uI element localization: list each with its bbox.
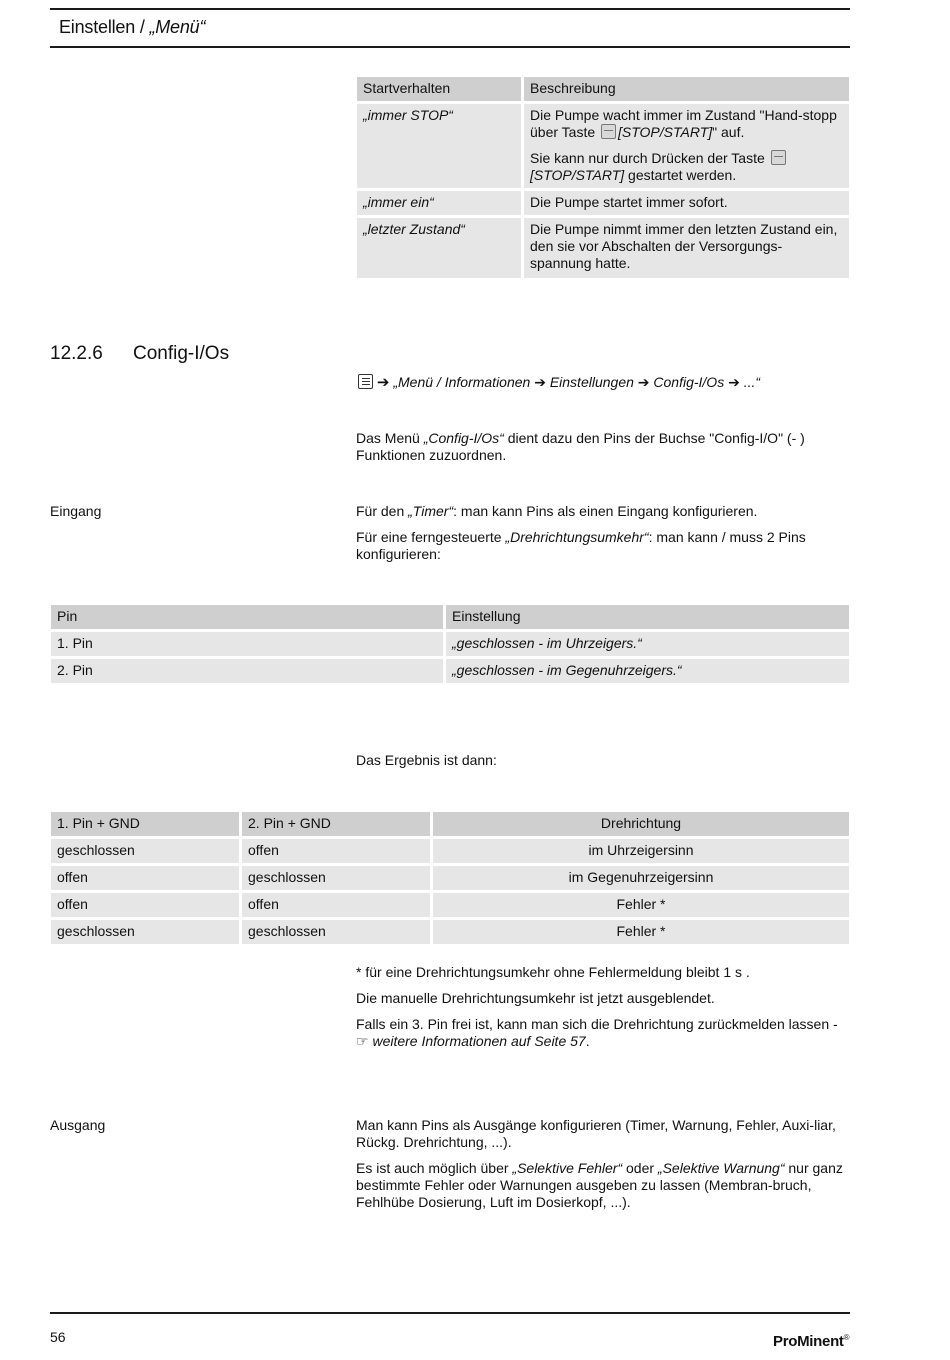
description-text: Die Pumpe startet immer sofort.: [524, 191, 849, 215]
header-bottom-rule: [50, 46, 850, 48]
section-number: 12.2.6: [50, 343, 103, 364]
result-intro: Das Ergebnis ist dann:: [356, 752, 497, 768]
table-header: Einstellung: [446, 605, 849, 629]
stop-start-key-icon: [771, 150, 786, 165]
page-reference-link[interactable]: weitere Informationen auf Seite 57: [368, 1033, 586, 1049]
menu-list-icon: [358, 374, 373, 389]
description-text: Die Pumpe nimmt immer den letzten Zustand ein, den sie vor Abschalten der Versorgungs-spannung hatte.: [524, 218, 849, 278]
table-header: Startverhalten: [357, 77, 521, 101]
note-text: Falls ein 3. Pin frei ist, kann man sich die Drehrichtung zurückmelden lassen - ☞ weitere Informationen auf Seite 57.: [356, 1016, 838, 1049]
table-header: Pin: [51, 605, 443, 629]
result-notes: [356, 964, 852, 1050]
ausgang-text: Man kann Pins als Ausgänge konfigurieren (Timer, Warnung, Fehler, Auxi-liar, Rückg. Drehrichtung, ...). Es ist auch möglich über „Selektive Fehler“ oder „Selektive Warnung“ nur ganz bestimmte Fehler oder Warnungen ausgeben zu lassen (Membran-bruch, Fehlhübe Dosierung, Luft im Dosierkopf, ...).: [356, 1117, 843, 1210]
note-text: Die manuelle Drehrichtungsumkehr ist jetzt ausgeblendet.: [356, 990, 715, 1006]
reference-hand-icon: ☞: [356, 1033, 369, 1049]
mode-name: „letzter Zustand“: [363, 221, 465, 237]
table-header: 1. Pin + GND: [51, 812, 239, 836]
description-text: Die Pumpe wacht immer im Zustand "Hand-stopp über Taste [STOP/START]" auf.: [530, 107, 837, 140]
eingang-text: Für den „Timer“: man kann Pins als einen Eingang konfigurieren. Für eine ferngesteuerte „Drehrichtungsumkehr“: man kann / muss 2 Pins konfigurieren:: [356, 503, 806, 562]
pin-table: [48, 602, 852, 686]
mode-name: „immer STOP“: [363, 107, 453, 123]
table-row: [357, 191, 849, 215]
result-table: [48, 809, 852, 947]
start-behaviour-table: [354, 74, 852, 281]
section-title: Config-I/Os: [133, 343, 230, 364]
table-row: geschlossen offen im Uhrzeigersinn: [51, 839, 849, 863]
table-header: Drehrichtung: [433, 812, 849, 836]
header-top-rule: [50, 8, 850, 10]
footer-rule: [50, 1312, 850, 1314]
table-row: offen geschlossen im Gegenuhrzeigersinn: [51, 866, 849, 890]
table-row: [357, 218, 849, 278]
page-header-title: Einstellen / „Menü“: [59, 17, 206, 37]
table-row: geschlossen geschlossen Fehler *: [51, 920, 849, 944]
mode-name: „immer ein“: [363, 194, 434, 210]
page-number: 56: [50, 1329, 66, 1345]
menu-path: ➔ „Menü / Informationen ➔ Einstellungen ➔ Config-I/Os ➔ ...“: [358, 374, 760, 391]
arrow-right-icon: ➔: [376, 374, 390, 391]
note-text: * für eine Drehrichtungsumkehr ohne Fehlermeldung bleibt 1 s .: [356, 964, 750, 980]
section-intro: Das Menü „Config-I/Os“ dient dazu den Pins der Buchse "Config-I/O" (- ) Funktionen zuzuordnen.: [356, 430, 805, 463]
table-row: [357, 104, 849, 188]
table-row: offen offen Fehler *: [51, 893, 849, 917]
table-row: 1. Pin „geschlossen - im Uhrzeigers.“: [51, 632, 849, 656]
ausgang-label: Ausgang: [50, 1117, 106, 1133]
description-text: Sie kann nur durch Drücken der Taste [STOP/START] gestartet werden.: [530, 150, 843, 184]
stop-start-key-icon: [601, 124, 616, 139]
brand-logo: ProMinent®: [773, 1333, 850, 1350]
table-row: 2. Pin „geschlossen - im Gegenuhrzeigers.“: [51, 659, 849, 683]
table-header: 2. Pin + GND: [242, 812, 430, 836]
table-header: Beschreibung: [524, 77, 849, 101]
eingang-label: Eingang: [50, 503, 102, 519]
